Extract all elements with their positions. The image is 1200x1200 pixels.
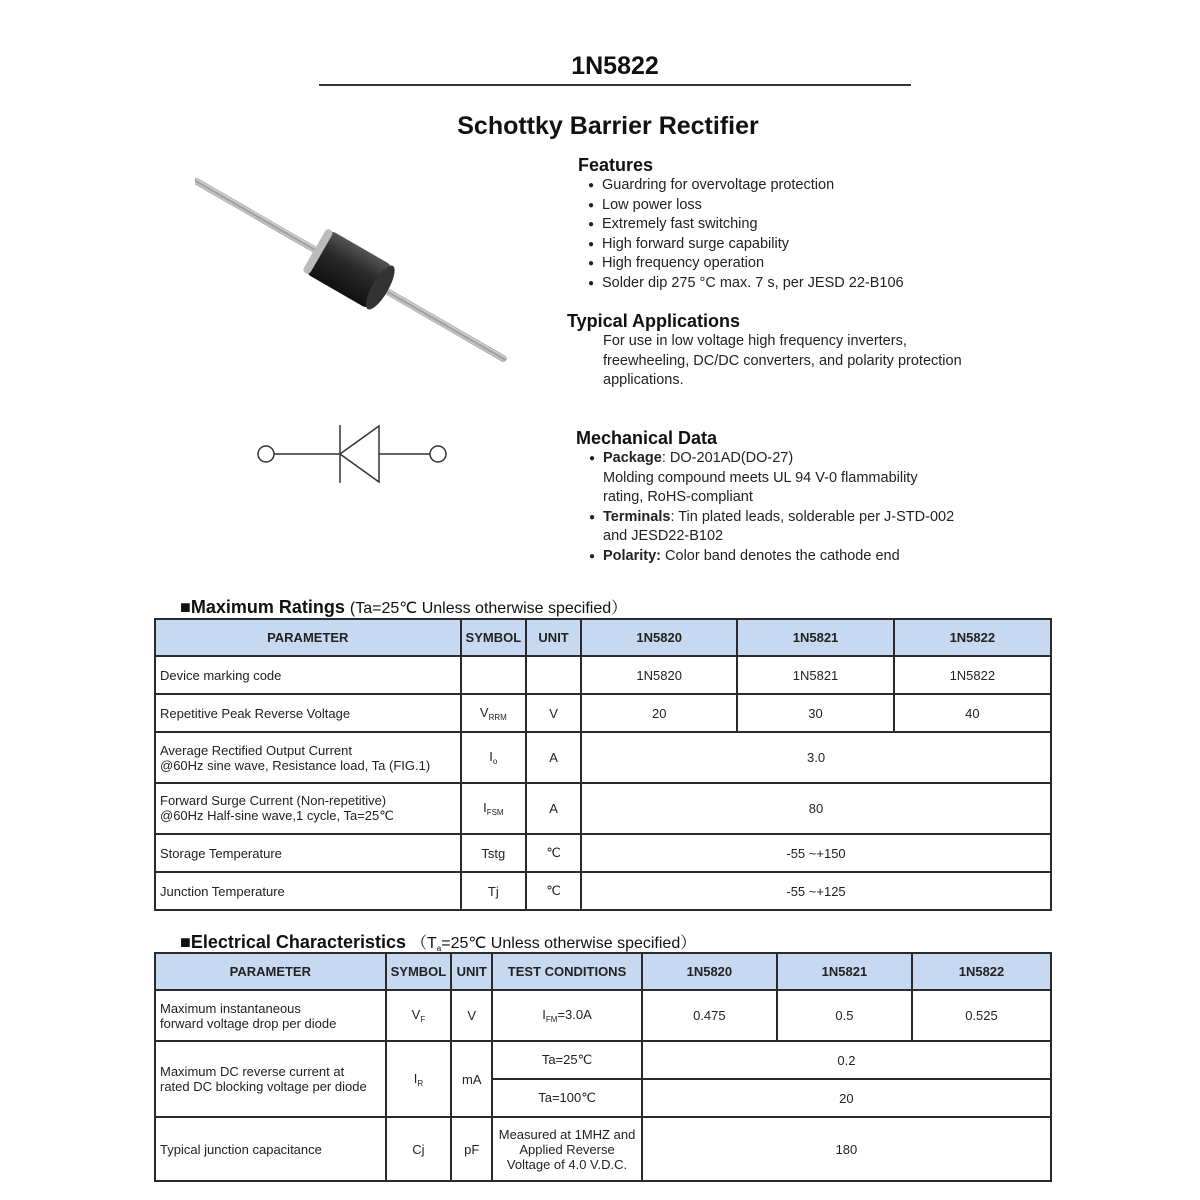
table-row: Maximum instantaneous forward voltage drop per diode $V_F$ V $I_{FM}=3.0A$ 0.475 0.5 0.525 [155, 990, 1051, 1041]
table-row: Forward Surge Current (Non-repetitive) @60Hz Half-sine wave,1 cycle, Ta=25℃ $I_{FSM}$ A 80 [155, 783, 1051, 834]
table-row: Typical junction capacitance Cj pF Measured at 1MHZ and Applied Reverse Voltage of 4.0 V.D.C. 180 [155, 1117, 1051, 1181]
mechanical-item-terminals: ● Terminals: Tin plated leads, solderable per J-STD-002 and JESD22-B102 [589, 508, 956, 547]
electrical-title: ■Electrical Characteristics （Ta=25℃ Unless otherwise specified） [180, 932, 697, 953]
electrical-table [154, 952, 1052, 1182]
features-list [588, 176, 904, 293]
features-section [578, 155, 904, 293]
table-header-row: PARAMETER SYMBOL UNIT 1N5820 1N5821 1N5822 [155, 619, 1051, 656]
mechanical-item-polarity: ● Polarity: Color band denotes the cathode end [589, 547, 956, 567]
feature-item: ● High frequency operation [588, 254, 904, 274]
applications-text: For use in low voltage high frequency inverters, freewheeling, DC/DC converters, and polarity protection applications. [603, 333, 962, 388]
features-heading: Features [578, 155, 654, 175]
table-row: Storage Temperature Tstg ℃ -55 ~+150 [155, 834, 1051, 872]
part-number-title: 1N5822 [571, 52, 659, 80]
max-ratings-table [154, 618, 1052, 911]
applications-section [567, 311, 977, 391]
table-row: Maximum DC reverse current at rated DC blocking voltage per diode $I_R$ mA Ta=25℃ 0.2 [155, 1041, 1051, 1079]
feature-item: ● Solder dip 275 °C max. 7 s, per JESD 22-B106 [588, 274, 904, 294]
table-row: Average Rectified Output Current @60Hz sine wave, Resistance load, Ta (FIG.1) $I_o$ A 3.0 [155, 732, 1051, 783]
mechanical-list [589, 449, 956, 566]
table-row: Repetitive Peak Reverse Voltage $V_{RRM}$ V 20 30 40 [155, 694, 1051, 732]
table-header-row: PARAMETER SYMBOL UNIT TEST CONDITIONS 1N5820 1N5821 1N5822 [155, 953, 1051, 990]
feature-item: ● Guardring for overvoltage protection [588, 176, 904, 196]
applications-heading: Typical Applications [567, 311, 741, 331]
axial-diode-photo-icon [195, 175, 510, 365]
table-row: Ta=100℃ 20 [155, 1079, 1051, 1117]
product-subtitle: Schottky Barrier Rectifier [457, 112, 759, 140]
title-divider [319, 84, 911, 86]
mechanical-heading: Mechanical Data [576, 428, 718, 448]
feature-item: ● Low power loss [588, 196, 904, 216]
feature-item: ● Extremely fast switching [588, 215, 904, 235]
mechanical-item-package: ● Package: DO-201AD(DO-27) Molding compound meets UL 94 V-0 flammability rating, RoHS-compliant [589, 449, 956, 508]
mechanical-section [576, 428, 956, 566]
table-row: Junction Temperature Tj ℃ -55 ~+125 [155, 872, 1051, 910]
feature-item: ● High forward surge capability [588, 235, 904, 255]
table-row: Device marking code 1N5820 1N5821 1N5822 [155, 656, 1051, 694]
diode-symbol-icon [250, 420, 460, 490]
max-ratings-title: ■Maximum Ratings (Ta=25℃ Unless otherwise specified） [180, 597, 628, 617]
